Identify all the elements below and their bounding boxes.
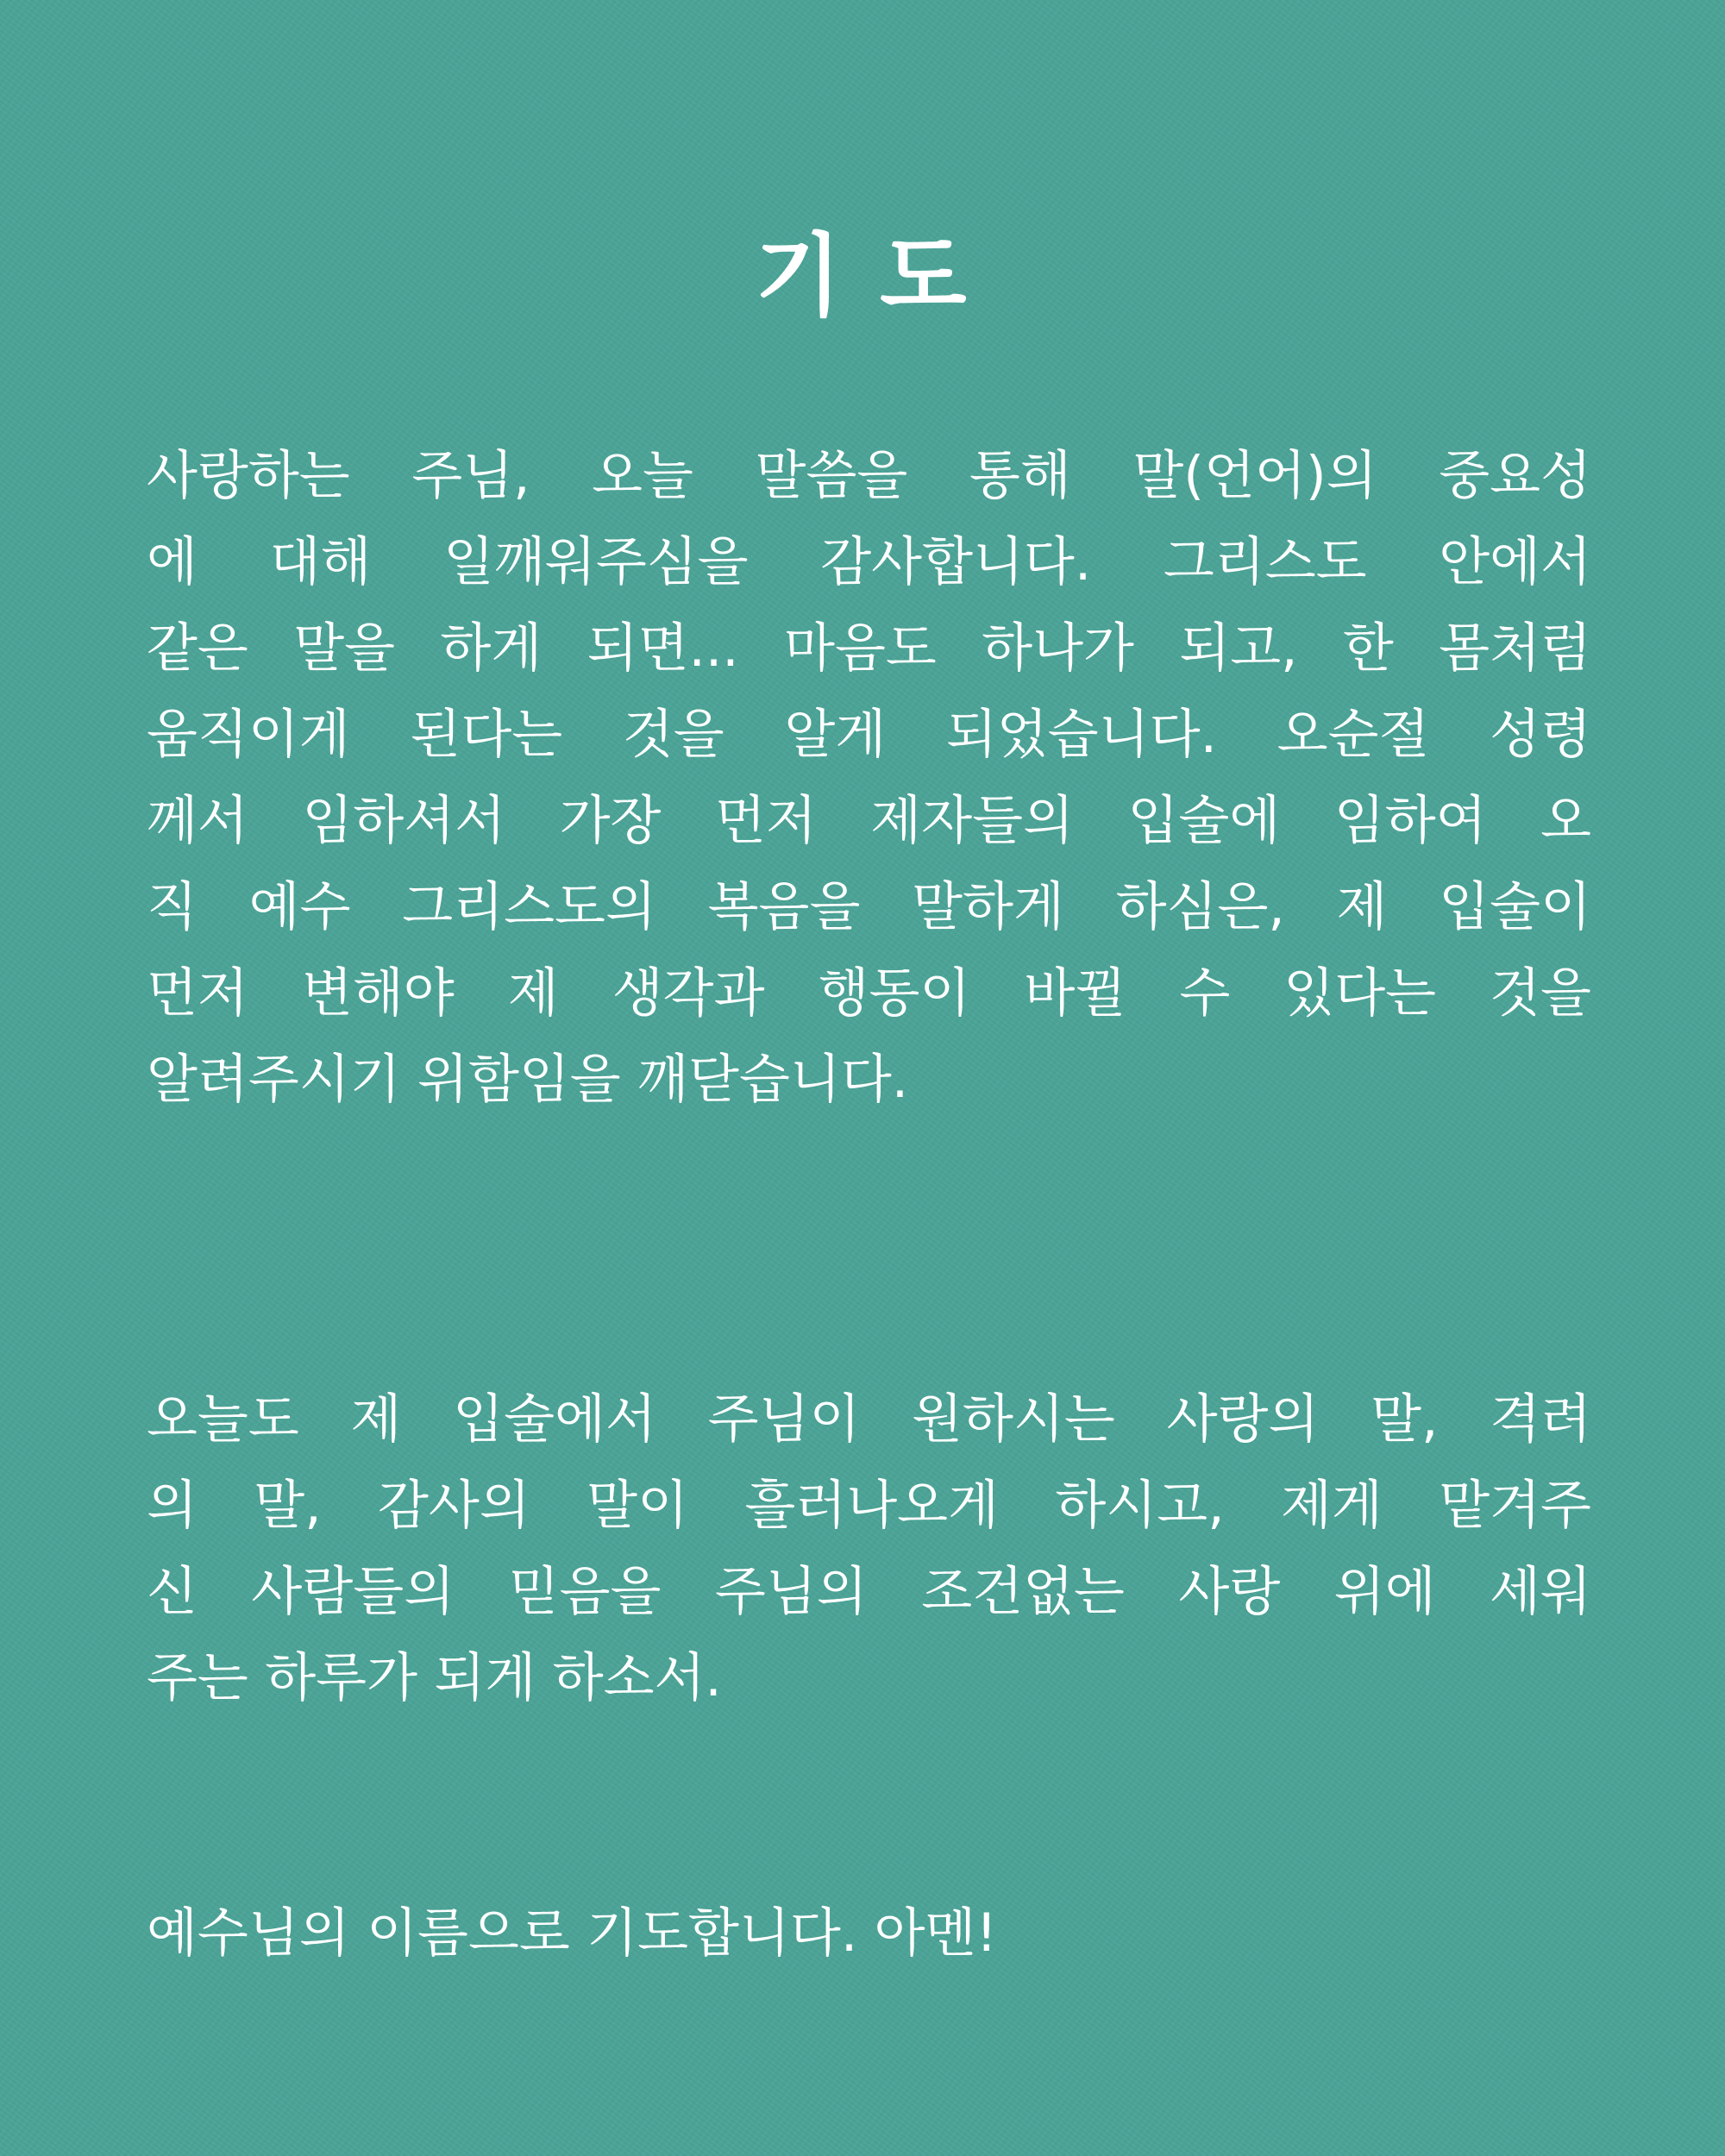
text-line: 의 말, 감사의 말이 흘러나오게 하시고, 제게 맡겨주 [147, 1475, 1591, 1536]
text-line: 직 예수 그리스도의 복음을 말하게 하심은, 제 입술이 [147, 876, 1591, 937]
text-line: 움직이게 된다는 것을 알게 되었습니다. 오순절 성령 [147, 704, 1591, 765]
page-title: 기 도 [755, 223, 970, 329]
text-line: 께서 임하셔서 가장 먼저 제자들의 입술에 임하여 오 [147, 790, 1591, 851]
prayer-paragraph-1 [147, 433, 1591, 1123]
text-line: 예수님의 이름으로 기도합니다. 아멘! [147, 1902, 997, 1964]
text-line: 사랑하는 주님, 오늘 말씀을 통해 말(언어)의 중요성 [147, 445, 1591, 506]
text-line: 오늘도 제 입술에서 주님이 원하시는 사랑의 말, 격려 [147, 1388, 1591, 1450]
text-line: 신 사람들의 믿음을 주님의 조건없는 사랑 위에 세워 [147, 1561, 1591, 1622]
text-line: 주는 하루가 되게 하소서. [147, 1647, 722, 1708]
text-line: 같은 말을 하게 되면... 마음도 하나가 되고, 한 몸처럼 [147, 617, 1591, 679]
prayer-closing [147, 1890, 1591, 1977]
text-line: 먼저 변해야 제 생각과 행동이 바뀔 수 있다는 것을 [147, 962, 1591, 1024]
text-line: 에 대해 일깨워주심을 감사합니다. 그리스도 안에서 [147, 531, 1591, 592]
text-line: 알려주시기 위함임을 깨닫습니다. [147, 1049, 909, 1110]
prayer-paragraph-2 [147, 1376, 1591, 1721]
